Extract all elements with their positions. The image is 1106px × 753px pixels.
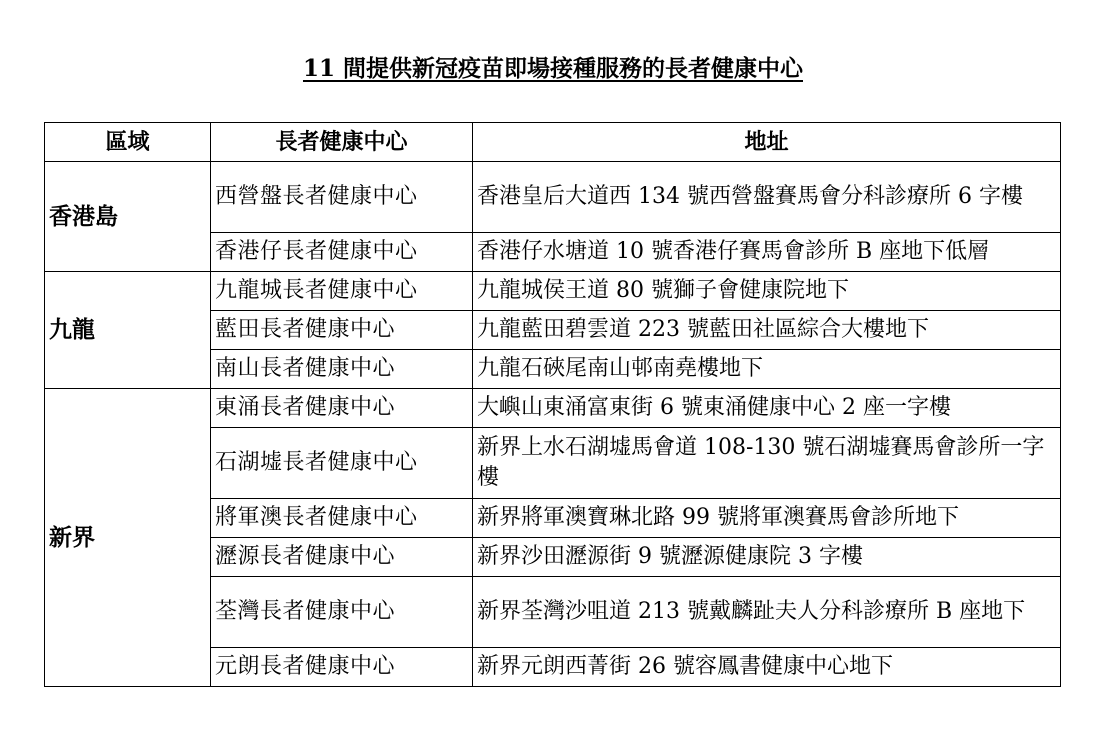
centre-cell: 九龍城長者健康中心 [211, 272, 473, 311]
centre-cell: 東涌長者健康中心 [211, 389, 473, 428]
address-cell: 香港皇后大道西 134 號西營盤賽馬會分科診療所 6 字樓 [473, 162, 1061, 233]
centre-cell: 將軍澳長者健康中心 [211, 499, 473, 538]
region-cell: 新界 [45, 389, 211, 687]
table-row [45, 389, 1061, 428]
centre-cell: 藍田長者健康中心 [211, 311, 473, 350]
address-cell: 香港仔水塘道 10 號香港仔賽馬會診所 B 座地下低層 [473, 233, 1061, 272]
region-cell: 香港島 [45, 162, 211, 272]
address-cell: 新界上水石湖墟馬會道 108-130 號石湖墟賽馬會診所一字樓 [473, 428, 1061, 499]
address-cell: 新界將軍澳寶琳北路 99 號將軍澳賽馬會診所地下 [473, 499, 1061, 538]
region-cell: 九龍 [45, 272, 211, 389]
header-region: 區域 [45, 123, 211, 162]
centre-cell: 香港仔長者健康中心 [211, 233, 473, 272]
header-centre: 長者健康中心 [211, 123, 473, 162]
address-cell: 新界元朗西菁街 26 號容鳳書健康中心地下 [473, 648, 1061, 687]
centre-cell: 元朗長者健康中心 [211, 648, 473, 687]
address-cell: 新界沙田瀝源街 9 號瀝源健康院 3 字樓 [473, 538, 1061, 577]
table-header-row [45, 123, 1061, 162]
centre-cell: 西營盤長者健康中心 [211, 162, 473, 233]
centre-cell: 瀝源長者健康中心 [211, 538, 473, 577]
centre-cell: 荃灣長者健康中心 [211, 577, 473, 648]
address-cell: 九龍藍田碧雲道 223 號藍田社區綜合大樓地下 [473, 311, 1061, 350]
address-cell: 新界荃灣沙咀道 213 號戴麟趾夫人分科診療所 B 座地下 [473, 577, 1061, 648]
centre-cell: 石湖墟長者健康中心 [211, 428, 473, 499]
table-row [45, 272, 1061, 311]
address-cell: 大嶼山東涌富東街 6 號東涌健康中心 2 座一字樓 [473, 389, 1061, 428]
centre-cell: 南山長者健康中心 [211, 350, 473, 389]
document-title: 11 間提供新冠疫苗即場接種服務的長者健康中心 [302, 55, 803, 82]
table-row [45, 162, 1061, 233]
address-cell: 九龍石硤尾南山邨南堯樓地下 [473, 350, 1061, 389]
address-cell: 九龍城侯王道 80 號獅子會健康院地下 [473, 272, 1061, 311]
elderly-health-centres-table [44, 122, 1061, 687]
header-address: 地址 [473, 123, 1061, 162]
